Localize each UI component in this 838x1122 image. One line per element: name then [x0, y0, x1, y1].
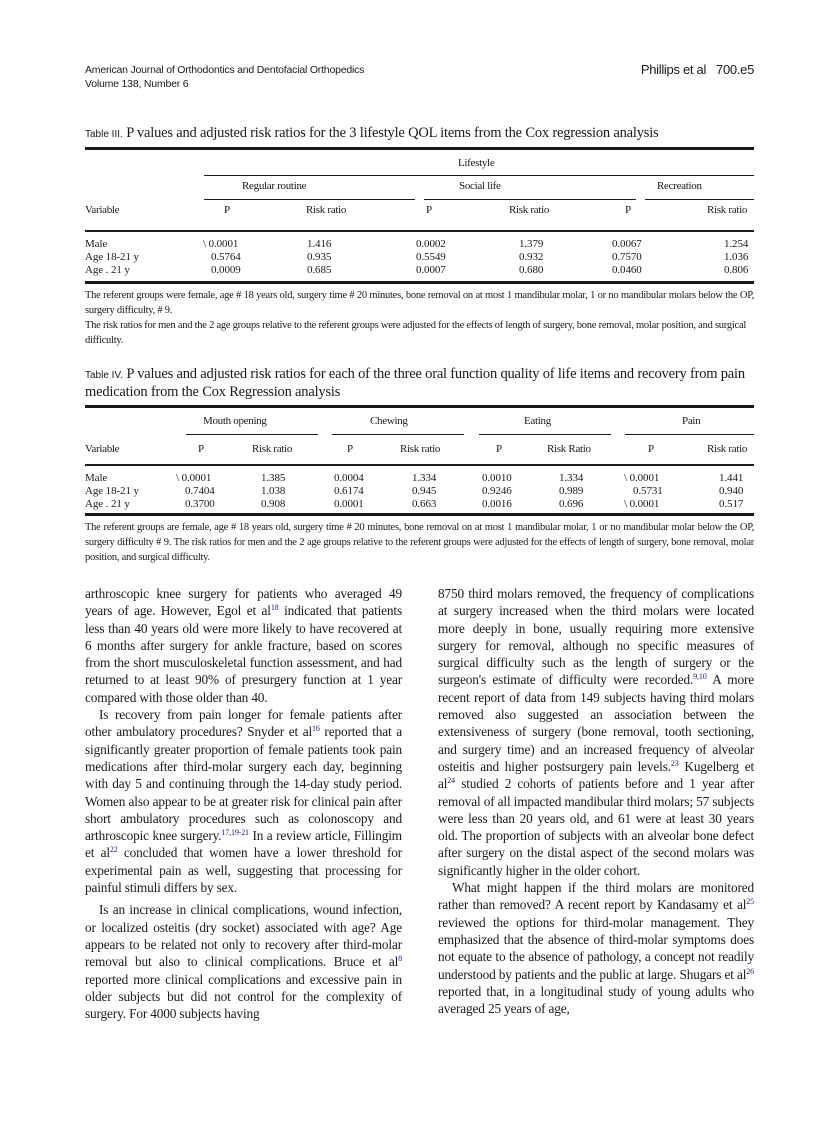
text: arthroscopic knee surgery for patients who averaged 49 years of age. However, Egol et al: [85, 586, 402, 619]
col-p: P: [648, 442, 654, 455]
col-variable: Variable: [85, 442, 120, 455]
subgroup-mouth-opening: Mouth opening: [203, 414, 267, 427]
row-label: Male: [85, 238, 108, 250]
paragraph: [438, 585, 754, 879]
subgroup-recreation: Recreation: [657, 179, 702, 192]
cell: 0.680: [519, 264, 544, 276]
subrule-1: [204, 199, 415, 201]
row-label: Male: [85, 472, 108, 484]
paragraph: [85, 585, 402, 706]
cell: \ 0.0001: [203, 238, 239, 250]
table-4-header: [85, 408, 754, 443]
col-risk-ratio: Risk ratio: [252, 442, 293, 455]
cell: 0.932: [519, 251, 544, 263]
cell: 0.685: [307, 264, 332, 276]
col-risk-ratio: Risk Ratio: [547, 442, 591, 455]
table-3-note-2: The risk ratios for men and the 2 age groups relative to the referent groups were adjusted for the effects of length of surgery, bone removal, molar position, and surgical difficulty.: [85, 319, 747, 346]
cell: 1.441: [719, 472, 744, 484]
citation[interactable]: 25: [746, 897, 754, 907]
citation[interactable]: 24: [447, 776, 455, 786]
text: Is recovery from pain longer for female patients after other ambulatory procedures? Snyder et al: [85, 707, 402, 740]
cell: 0.0009: [211, 264, 241, 276]
subgroup-eating: Eating: [524, 414, 551, 427]
col-variable: Variable: [85, 203, 120, 216]
text: reported more clinical complications and excessive pain in older subjects but did not control for the complexity of surgery. For 4000 subjects having: [85, 971, 402, 1022]
col-risk-ratio: Risk ratio: [707, 203, 748, 216]
authors: Phillips et al: [640, 62, 707, 77]
cell: 0.806: [724, 264, 749, 276]
citation[interactable]: 23: [670, 758, 679, 768]
paragraph: [438, 879, 754, 1017]
cell: 0.5549: [416, 251, 446, 263]
journal-title: American Journal of Orthodontics and Dentofacial Orthopedics: [85, 64, 365, 76]
cell: 0.0004: [334, 472, 364, 484]
subgroup-pain: Pain: [682, 414, 701, 427]
col-p: P: [347, 442, 353, 455]
cell: 0.935: [307, 251, 332, 263]
cell: 0.940: [719, 485, 744, 497]
subrule-1: [186, 434, 318, 436]
citation[interactable]: 17,19-21: [221, 828, 249, 838]
cell: \ 0.0001: [624, 498, 660, 510]
cell: 0.7404: [185, 485, 215, 497]
citation[interactable]: 18: [270, 603, 279, 613]
table-4-caption-text: P values and adjusted risk ratios for each of the three oral function quality of life items and recovery from pain medication from the Cox Regression analysis: [85, 366, 745, 400]
table-3-header: [85, 150, 754, 230]
col-p: P: [496, 442, 502, 455]
cell: \ 0.0001: [624, 472, 660, 484]
col-p: P: [198, 442, 204, 455]
text: reviewed the options for third-molar management. They emphasized that the absence of third-molar symptoms does not equate to the absence of pathology, a concept not readily understood by patients and the public at large. Shugars et al: [438, 914, 754, 982]
cell: 1.038: [261, 485, 286, 497]
col-p: P: [224, 203, 230, 216]
subgroup-regular-routine: Regular routine: [242, 179, 307, 192]
col-risk-ratio: Risk ratio: [707, 442, 748, 455]
cell: 0.0016: [482, 498, 512, 510]
table-4-body: [85, 466, 754, 513]
text: studied 2 cohorts of patients before and 1 year after removal of all impacted mandibular third molars; 57 subjects were less than 20 years old, and 61 were at least 30 years old. The proportion of subjects with an alveolar bone defect after surgery on the distal aspect of the second molars was significantly higher in the older cohort.: [438, 776, 754, 878]
table-4: [85, 366, 754, 565]
table-4-label: Table IV.: [85, 370, 123, 381]
cell: 1.254: [724, 238, 749, 250]
table-3-bottom-rule: [85, 281, 754, 284]
running-header-journal: [85, 63, 364, 91]
text: 8750 third molars removed, the frequency of complications at surgery increased when the third molars were located more deeply in bone, usually requiring more extensive surgery for removal, although no specific measures of surgical difficulty such as the length of surgery or the surgeon's estimate of difficulty were recorded.: [438, 586, 754, 688]
row-label: Age 18-21 y: [85, 251, 139, 263]
citation[interactable]: 22: [109, 845, 118, 855]
subrule-3: [479, 434, 611, 436]
cell: 0.0001: [334, 498, 364, 510]
table-4-bottom-rule: [85, 513, 754, 516]
text: indicated that patients less than 40 years old were more likely to have recovered at 6 months after surgery for ankle fracture, based on scores from the short musculoskeletal function assessment, and had returned to at least 90% of presurgery function at 1 year compared with those older than 40.: [85, 603, 403, 705]
subgroup-chewing: Chewing: [370, 414, 408, 427]
paragraph: [85, 901, 402, 1022]
text: A more recent report of data from 149 subjects having third molars removed also suggested an association between the extensiveness of surgery (bone removal, tooth sectioning, and surgery time) and an increased frequency of alveolar osteitis and higher postsurgery pain levels.: [438, 672, 754, 774]
subrule-2: [424, 199, 636, 201]
journal-volume: Volume 138, Number 6: [85, 78, 189, 90]
text: reported that a significantly greater proportion of female patients took pain medications after third-molar surgery each day, beginning with day 5 and continuing through the 14-day study period. Women also appear to be at greater risk for clinical pain after short ambulatory procedures such as colonoscopy and arthroscopic knee surgery.: [85, 724, 402, 844]
cell: 0.989: [559, 485, 584, 497]
col-risk-ratio: Risk ratio: [306, 203, 347, 216]
body-column-right: [438, 585, 754, 1017]
cell: 1.036: [724, 251, 749, 263]
body-column-left: [85, 585, 402, 1022]
citation[interactable]: 9,10: [693, 672, 707, 682]
cell: 0.5731: [633, 485, 663, 497]
col-risk-ratio: Risk ratio: [400, 442, 441, 455]
running-header-page: [641, 62, 754, 77]
cell: 1.416: [307, 238, 332, 250]
lifestyle-rule: [204, 175, 754, 177]
citation[interactable]: 26: [746, 966, 754, 976]
text: concluded that women have a lower threshold for experimental pain as well, suggesting that processing for painful stimuli differs by sex.: [85, 845, 402, 896]
cell: 0.696: [559, 498, 584, 510]
table-4-column-header: [85, 443, 754, 464]
cell: 0.663: [412, 498, 437, 510]
cell: 1.334: [412, 472, 437, 484]
text: In a review article, Fillingim et al: [85, 828, 402, 861]
table-3-group-header: Lifestyle: [458, 156, 495, 169]
paragraph: [85, 706, 402, 896]
text: Is an increase in clinical complications, wound infection, or localized osteitis (dry socket) associated with age? Age appears to be related not only to recovery after third-molar removal but also to clinical complications. Bruce et al: [85, 902, 402, 970]
subrule-4: [625, 434, 754, 436]
cell: 0.9246: [482, 485, 512, 497]
cell: 0.517: [719, 498, 744, 510]
table-3-note-1: The referent groups were female, age # 18 years old, surgery time # 20 minutes, bone removal on at most 1 mandibular molar, 1 or no mandibular molars below the OP, surgery difficulty, # 9.: [85, 289, 754, 316]
cell: 0.945: [412, 485, 437, 497]
cell: 0.5764: [211, 251, 241, 263]
table-4-caption: [85, 366, 754, 401]
row-label: Age . 21 y: [85, 498, 130, 510]
citation[interactable]: 16: [312, 724, 320, 734]
table-3-caption-text: P values and adjusted risk ratios for the 3 lifestyle QOL items from the Cox regression analysis: [126, 125, 659, 141]
cell: 0.0067: [612, 238, 642, 250]
table-3-caption: [85, 125, 754, 143]
cell: 0.6174: [334, 485, 364, 497]
cell: 0.7570: [612, 251, 642, 263]
cell: 0.0460: [612, 264, 642, 276]
page-number: 700.e5: [716, 62, 754, 77]
text: reported that, in a longitudinal study of young adults who averaged 25 years of age,: [438, 983, 754, 1017]
cell: 1.379: [519, 238, 544, 250]
cell: 0.0010: [482, 472, 512, 484]
table-3-label: Table III.: [85, 129, 123, 140]
cell: 0.0007: [416, 264, 446, 276]
table-3: [85, 125, 754, 348]
subgroup-social-life: Social life: [459, 179, 501, 192]
row-label: Age . 21 y: [85, 264, 130, 276]
citation[interactable]: 8: [398, 954, 402, 964]
col-p: P: [426, 203, 432, 216]
table-3-body: [85, 232, 754, 281]
row-label: Age 18-21 y: [85, 485, 139, 497]
text: What might happen if the third molars are monitored rather than removed? A recent report by Kandasamy et al: [438, 880, 754, 913]
col-p: P: [625, 203, 631, 216]
subrule-3: [645, 199, 754, 201]
cell: 0.908: [261, 498, 286, 510]
col-risk-ratio: Risk ratio: [509, 203, 550, 216]
cell: \ 0.0001: [176, 472, 212, 484]
cell: 0.3700: [185, 498, 215, 510]
table-4-note: The referent groups are female, age # 18 years old, surgery time # 20 minutes, bone removal on at most 1 mandibular molar, 1 or no mandibular molar below the OP, surgery difficulty # 9. The risk ratios for men and the 2 age groups relative to the referent groups were adjusted for the effects of length of surgery, bone removal, molar position, and surgical difficulty.: [85, 521, 754, 563]
subrule-2: [332, 434, 464, 436]
cell: 0.0002: [416, 238, 446, 250]
text: Kugelberg et al: [438, 758, 754, 792]
cell: 1.334: [559, 472, 584, 484]
cell: 1.385: [261, 472, 286, 484]
